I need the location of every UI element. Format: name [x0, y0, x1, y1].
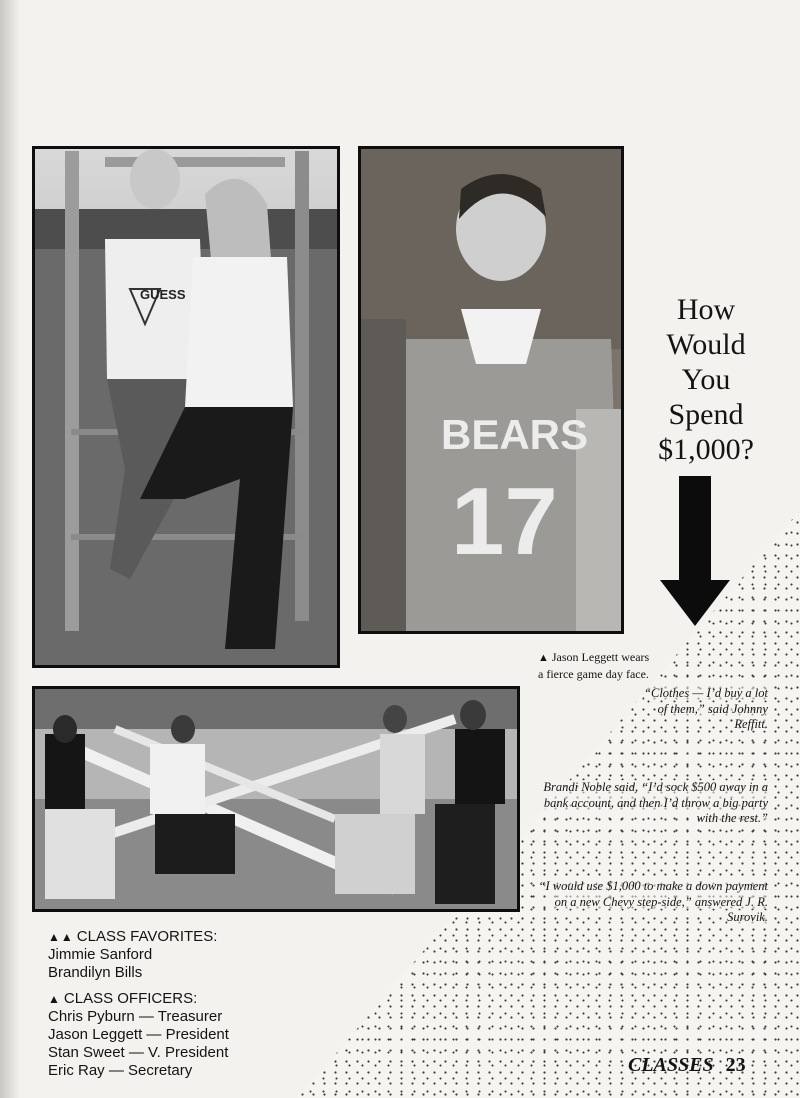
photo-class-officers: [32, 686, 520, 912]
class-officers: [48, 990, 308, 1080]
officer-entry: Stan Sweet — V. President: [48, 1044, 229, 1061]
class-favorites: [48, 928, 308, 982]
quote-text: Brandi Noble said, “I’d sock $500 away in a bank account, and then I’d throw a big party with the rest.”: [543, 780, 768, 825]
page-footer: [628, 1054, 746, 1077]
favorites-marker: ▲▲: [48, 930, 74, 944]
photo-caption: [538, 650, 650, 682]
headline-line-3: You: [681, 363, 731, 396]
officer-entry: Chris Pyburn — Treasurer: [48, 1008, 223, 1025]
headline-line-4: Spend: [668, 398, 744, 431]
favorite-name: Brandilyn Bills: [48, 964, 143, 981]
quote-text: “I would use $1,000 to make a down payment on a new Chevy step-side,” answered J. R. Surovik.: [538, 879, 768, 924]
favorites-heading: CLASS FAVORITES:: [76, 928, 218, 945]
caption-text: Jason Leggett wears a fierce game day face.: [538, 650, 650, 681]
quote-noble: [536, 780, 768, 827]
shirt-logo-text: GUESS: [140, 287, 186, 302]
quote-reffitt: [640, 686, 768, 733]
arrow-down-icon: [660, 476, 730, 626]
officers-heading: CLASS OFFICERS:: [63, 990, 198, 1007]
favorite-name: Jimmie Sanford: [48, 946, 153, 963]
jersey-text: BEARS: [441, 411, 589, 458]
officer-entry: Eric Ray — Secretary: [48, 1062, 193, 1079]
section-name: CLASSES: [628, 1054, 714, 1076]
class-lists: [48, 928, 308, 1088]
officers-marker: ▲: [48, 992, 61, 1006]
page-shadow: [0, 0, 20, 1098]
headline-line-5: $1,000?: [658, 433, 754, 466]
photo-class-favorites: [32, 146, 340, 668]
jersey-number: 17: [451, 468, 558, 575]
page-number: 23: [725, 1054, 746, 1076]
quote-surovik: [524, 879, 768, 926]
headline-line-2: Would: [666, 328, 746, 361]
caption-marker: ▲: [538, 652, 549, 664]
headline: [636, 292, 776, 467]
officer-entry: Jason Leggett — President: [48, 1026, 229, 1043]
quote-text: “Clothes — I’d buy a lot of them,” said Johnny Reffitt.: [644, 686, 768, 731]
headline-line-1: How: [676, 293, 736, 326]
photo-jason-leggett: [358, 146, 624, 634]
